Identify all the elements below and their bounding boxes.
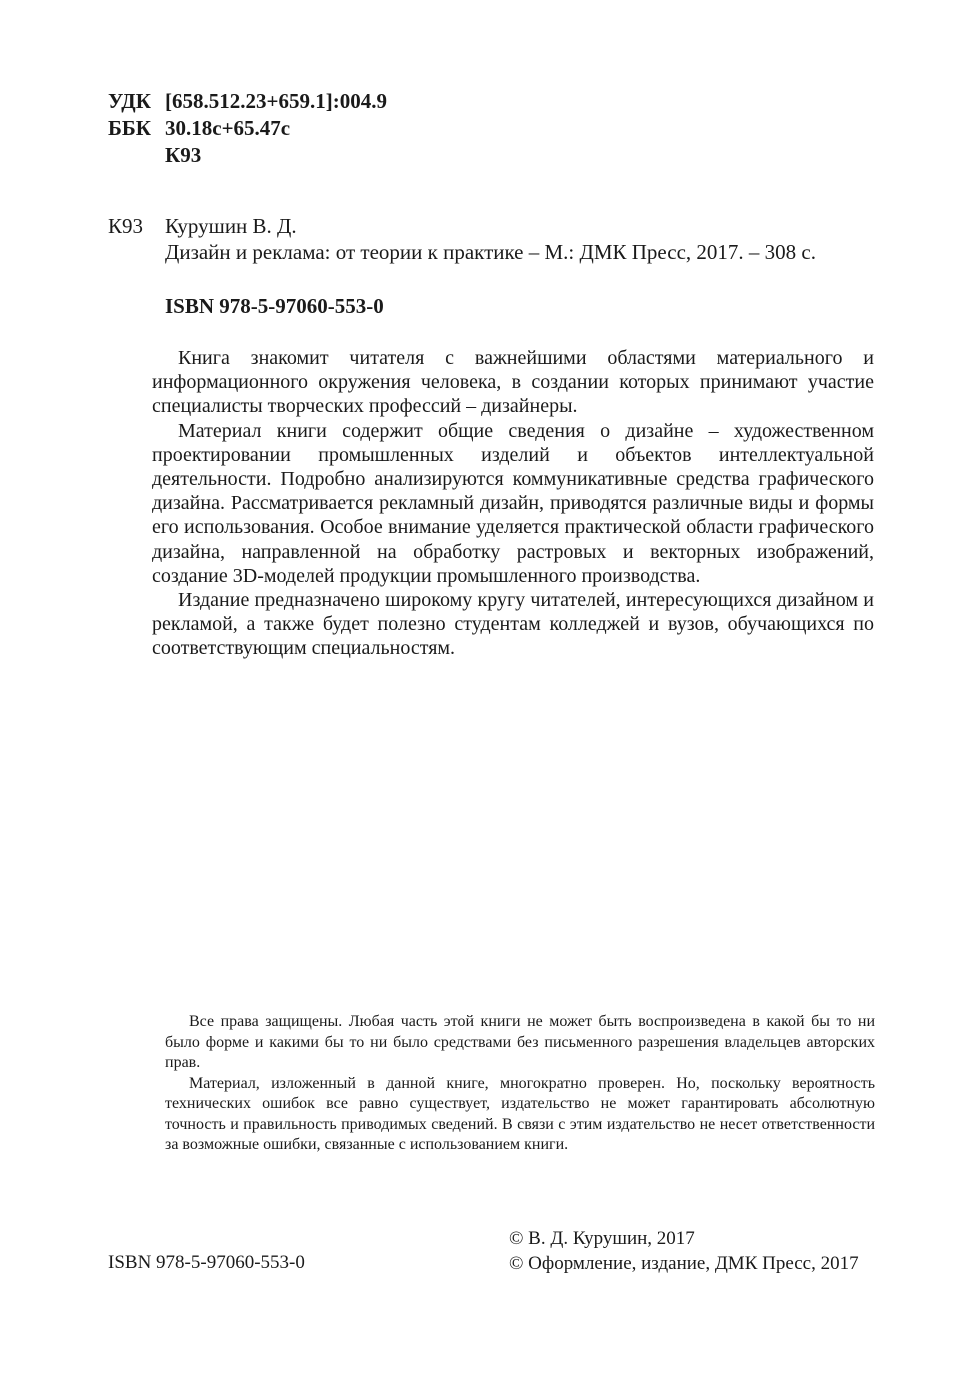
isbn-main: ISBN 978-5-97060-553-0 bbox=[165, 294, 384, 318]
author-mark: К93 bbox=[165, 143, 202, 167]
bbk-label: ББК bbox=[108, 116, 151, 140]
catalog-author: Курушин В. Д. bbox=[165, 214, 297, 238]
footer-isbn: ISBN 978-5-97060-553-0 bbox=[108, 1252, 305, 1273]
udk-row bbox=[108, 88, 387, 115]
catalog-title-row bbox=[108, 239, 816, 265]
copyright-publisher: © Оформление, издание, ДМК Пресс, 2017 bbox=[509, 1253, 859, 1274]
catalog-author-row bbox=[108, 213, 816, 239]
copyright-block bbox=[509, 1226, 859, 1276]
classification-block bbox=[108, 88, 387, 169]
annotation bbox=[152, 346, 874, 661]
annotation-paragraph: Книга знакомит читателя с важнейшими областями материального и информационного окружения человека, в создании которых принимают участие специалисты творческих профессий – дизайнеры. bbox=[152, 347, 874, 418]
annotation-paragraph: Материал книги содержит общие сведения о дизайне – художественном проектировании промышленных изделий и объектов интеллектуальной деятельности. Подробно анализируются коммуникативные средства графического дизайна. Рассматривается рекламный дизайн, приводятся различные виды и формы его использования. Особое внимание уделяется практической области графического дизайна, направленной на обработку растровых и векторных изображений, создание 3D-моделей продукции промышленного производства. bbox=[152, 419, 874, 587]
annotation-paragraph: Издание предназначено широкому кругу читателей, интересующихся дизайном и рекламой, а также будет полезно студентам колледжей и вузов, обучающихся по соответствующим специальностям. bbox=[152, 589, 874, 660]
bbk-row bbox=[108, 115, 387, 142]
catalog-entry bbox=[108, 213, 816, 265]
bbk-value: 30.18с+65.47с bbox=[165, 116, 291, 140]
catalog-title: Дизайн и реклама: от теории к практике – М.: ДМК Пресс, 2017. – 308 с. bbox=[165, 240, 816, 264]
udk-label: УДК bbox=[108, 89, 151, 113]
rights-paragraph: Все права защищены. Любая часть этой книги не может быть воспроизведена в какой бы то ни было форме и какими бы то ни было средствами без письменного разрешения владельцев авторских прав. bbox=[165, 1013, 875, 1071]
rights-notice bbox=[165, 1012, 875, 1156]
catalog-code: К93 bbox=[108, 214, 144, 238]
author-mark-row bbox=[108, 142, 387, 169]
udk-value: [658.512.23+659.1]:004.9 bbox=[165, 89, 387, 113]
rights-paragraph: Материал, изложенный в данной книге, многократно проверен. Но, поскольку вероятность технических ошибок все равно существует, издательство не может гарантировать абсолютную точность и правильность приводимых сведений. В связи с этим издательство не несет ответственности за возможные ошибки, связанные с использованием книги. bbox=[165, 1074, 875, 1153]
copyright-author: © В. Д. Курушин, 2017 bbox=[509, 1228, 695, 1249]
